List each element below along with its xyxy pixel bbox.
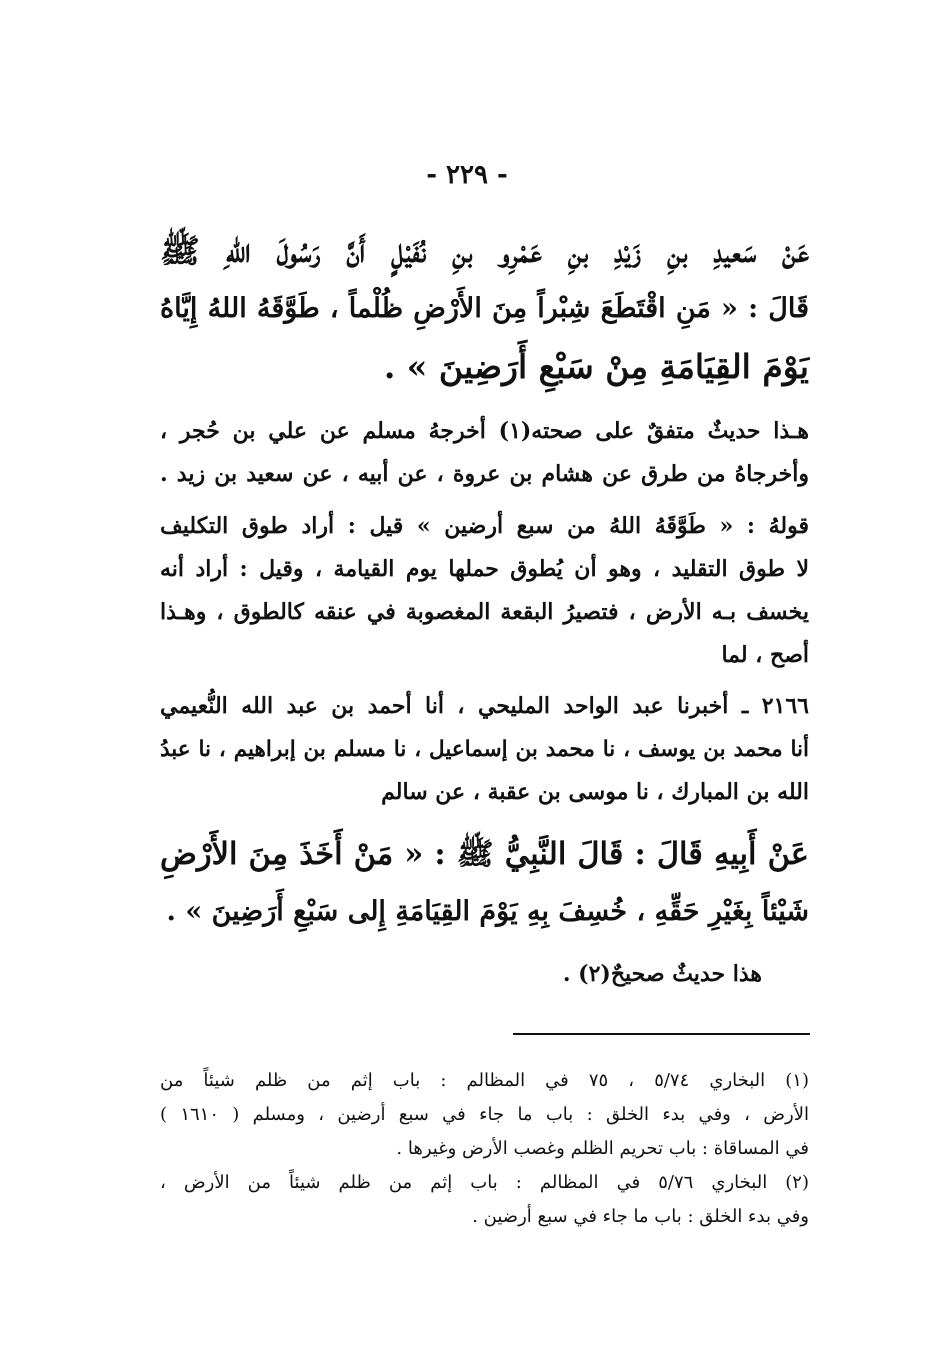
text-line: يخسف بـه الأرض ، فتصيرُ البقعة المغصوبة في عنقه كالطوق ، وهـذا — [160, 599, 809, 625]
text-line: قولهُ : « طَوَّقَهُ اللهُ من سبع أرضين » قيل : أراد طوق التكليف — [160, 513, 809, 539]
isnad-paragraph — [160, 685, 809, 814]
grading-line — [160, 953, 762, 996]
hadith-line: عَنْ أَبِيهِ قَالَ : قَالَ النَّبِيُّ ﷺ : « مَنْ أَخَذَ مِنَ الأَرْضِ — [160, 836, 809, 872]
text-line: أصح ، لما — [721, 642, 809, 668]
footnote-1 — [160, 1064, 809, 1166]
footnote-2 — [160, 1166, 809, 1234]
hadith-2 — [160, 825, 809, 941]
text-line: لا طوق التقليد ، وهو أن يُطوق حملها يوم القيامة ، وقيل : أراد أنه — [160, 556, 809, 582]
text-line: أنا محمد بن يوسف ، نا محمد بن إسماعيل ، نا مسلم بن إبراهيم ، نا عبدُ — [160, 737, 809, 762]
footnote-line: في المساقاة : باب تحريم الظلم وغصب الأرض وغيرها . — [396, 1138, 809, 1159]
commentary-paragraph-1 — [160, 410, 809, 496]
text-line: الله بن المبارك ، نا موسى بن عقبة ، عن سالم — [381, 779, 809, 805]
hadith-line: يَوْمَ القِيَامَةِ مِنْ سَبْعِ أَرَضِينَ » . — [383, 347, 809, 386]
footnote-line: وفي بدء الخلق : باب ما جاء في سبع أرضين . — [472, 1206, 809, 1227]
page-number: - ٢٢٩ - — [426, 160, 508, 190]
text-line: ٢١٦٦ ـ أخبرنا عبد الواحد المليحي ، أنا أحمد بن عبد الله النُّعيمي — [160, 693, 809, 719]
hadith-1 — [160, 222, 809, 396]
commentary-paragraph-2 — [160, 505, 809, 677]
text-line: هـذا حديثٌ متفقٌ على صحته(١) أخرجهُ مسلم عن علي بن حُجر ، — [160, 418, 810, 444]
footnote-line: (١) البخاري ٥/٧٤ ، ٧٥ في المظالم : باب إثم من ظلم شيئاً من — [160, 1070, 809, 1091]
footnote-line: (٢) البخاري ٥/٧٦ في المظالم : باب إثم من ظلم شيئاً من الأرض ، — [160, 1172, 809, 1193]
hadith-line: عَنْ سَعيدِ بنِ زَيْدِ بنِ عَمْرِو بنِ نُفَيْلٍ أَنَّ رَسُولَ اللهِ ﷺ — [160, 231, 809, 270]
footnote-line: الأرض ، وفي بدء الخلق : باب ما جاء في سبع أرضين ، ومسلم ( ١٦١٠ ) — [160, 1104, 809, 1125]
text-line: وأخرجاهُ من طرق عن هشام بن عروة ، عن أبيه ، عن سعيد بن زيد . — [160, 461, 810, 487]
footnote-separator — [513, 1033, 810, 1035]
hadith-line: قَالَ : « مَنِ اقْتَطَعَ شِبْراً مِنَ الأَرْضِ ظُلْماً ، طَوَّقَهُ اللهُ إِيَّاهُ — [160, 293, 809, 324]
hadith-line: شَيْئاً بِغَيْرِ حَقِّهِ ، خُسِفَ بِهِ يَوْمَ القِيَامَةِ إِلى سَبْعِ أَرَضِينَ » . — [166, 896, 809, 927]
footnotes — [160, 1064, 809, 1234]
text-line: هذا حديثٌ صحيحٌ(٢) . — [562, 961, 762, 987]
